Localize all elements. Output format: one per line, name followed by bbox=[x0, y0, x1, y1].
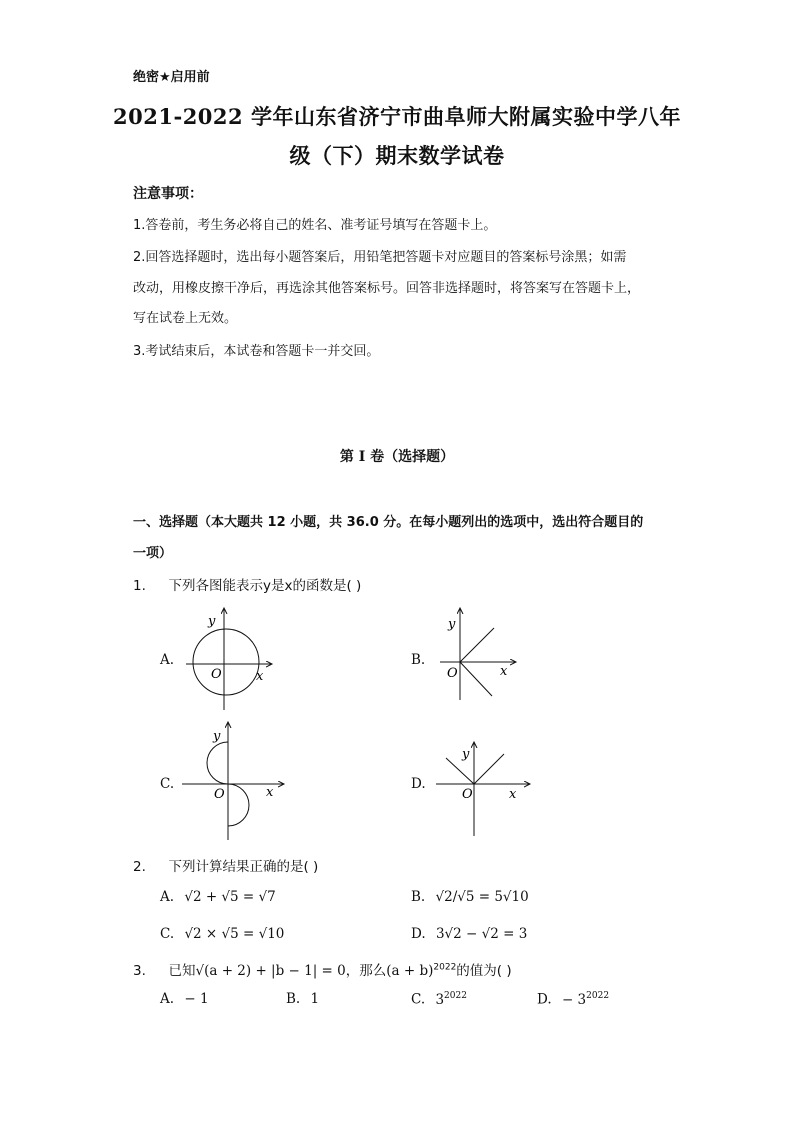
axis-x-label: x bbox=[509, 787, 517, 802]
question-stem: 下列计算结果正确的是( ) bbox=[168, 859, 319, 875]
option-label: D. bbox=[537, 991, 552, 1008]
question-stem-pre: 已知 bbox=[168, 963, 196, 979]
notes-heading: 注意事项： bbox=[133, 186, 203, 202]
question-stem-exp: 2022 bbox=[433, 962, 457, 973]
option-label: C. bbox=[160, 926, 175, 942]
option-math: √2 + √5 = √7 bbox=[184, 889, 276, 905]
origin-label: O bbox=[214, 787, 225, 802]
origin-label: O bbox=[211, 667, 222, 682]
option-math: 1 bbox=[310, 991, 320, 1007]
option-label: B. bbox=[411, 889, 426, 905]
graph-c bbox=[178, 718, 288, 846]
note-item: 改动，用橡皮擦干净后，再选涂其他答案标号。回答非选择题时，将答案写在答题卡上， bbox=[133, 281, 641, 296]
question-3 bbox=[133, 959, 512, 979]
question-stem-math2: (a + b) bbox=[386, 963, 434, 979]
exam-title-line1: 2021-2022 学年山东省济宁市曲阜师大附属实验中学八年 bbox=[113, 104, 681, 129]
question-1 bbox=[133, 574, 361, 594]
note-item: 写在试卷上无效。 bbox=[133, 311, 238, 326]
axis-x-label: x bbox=[256, 669, 264, 684]
option-label: C. bbox=[411, 991, 426, 1008]
option-c bbox=[160, 926, 284, 942]
option-label: B. bbox=[411, 652, 426, 668]
question-number: 3. bbox=[133, 963, 146, 979]
option-label: A. bbox=[160, 889, 175, 905]
option-label: C. bbox=[160, 776, 175, 792]
question-2 bbox=[133, 855, 318, 875]
option-label: A. bbox=[160, 652, 175, 668]
question-stem-post: 的值为( ) bbox=[456, 963, 512, 979]
option-label: A. bbox=[160, 991, 175, 1007]
axis-x-label: x bbox=[500, 664, 508, 679]
option-math: √2 × √5 = √10 bbox=[184, 926, 285, 942]
secret-label: 绝密★启用前 bbox=[133, 70, 210, 85]
option-b bbox=[411, 889, 529, 905]
section-heading: 一、选择题（本大题共 12 小题，共 36.0 分。在每小题列出的选项中，选出符合题目的 bbox=[133, 515, 644, 530]
section-heading-cont: 一项） bbox=[133, 546, 173, 561]
option-d bbox=[411, 926, 527, 942]
option-math: 3√2 − √2 = 3 bbox=[435, 926, 528, 942]
note-item: 1.答卷前，考生务必将自己的姓名、准考证号填写在答题卡上。 bbox=[133, 218, 497, 233]
axis-y-label: y bbox=[448, 617, 456, 632]
option-a bbox=[160, 889, 276, 905]
question-stem-math: √(a + 2) + |b − 1| = 0 bbox=[195, 963, 346, 979]
option-label: B. bbox=[286, 991, 301, 1007]
axis-x-label: x bbox=[266, 785, 274, 800]
origin-label: O bbox=[462, 787, 473, 802]
part-title: 第 I 卷（选择题） bbox=[339, 449, 455, 465]
question-stem-mid: ，那么 bbox=[345, 963, 387, 979]
option-math: 3 bbox=[435, 991, 445, 1008]
origin-label: O bbox=[447, 666, 458, 681]
note-item: 2.回答选择题时，选出每小题答案后，用铅笔把答题卡对应题目的答案标号涂黑；如需 bbox=[133, 250, 627, 265]
option-a bbox=[160, 991, 209, 1007]
option-math: √2/√5 = 5√10 bbox=[435, 889, 529, 905]
option-d bbox=[537, 991, 609, 1008]
axis-y-label: y bbox=[208, 614, 216, 629]
axis-y-label: y bbox=[213, 729, 221, 744]
option-label: D. bbox=[411, 776, 426, 792]
option-math: − 3 bbox=[561, 991, 587, 1008]
note-item: 3.考试结束后，本试卷和答题卡一并交回。 bbox=[133, 344, 380, 359]
question-stem: 下列各图能表示y是x的函数是( ) bbox=[168, 578, 362, 594]
axis-y-label: y bbox=[462, 747, 470, 762]
option-label: D. bbox=[411, 926, 426, 942]
option-exp: 2022 bbox=[586, 991, 610, 1001]
graph-b bbox=[430, 604, 520, 708]
option-math: − 1 bbox=[184, 991, 209, 1007]
graph-a bbox=[178, 604, 278, 716]
question-number: 1. bbox=[133, 578, 146, 594]
option-c bbox=[411, 991, 467, 1008]
option-b bbox=[286, 991, 319, 1007]
exam-title-line2: 级（下）期末数学试卷 bbox=[289, 143, 505, 168]
question-number: 2. bbox=[133, 859, 146, 875]
option-exp: 2022 bbox=[444, 991, 467, 1001]
graph-d bbox=[434, 738, 534, 842]
